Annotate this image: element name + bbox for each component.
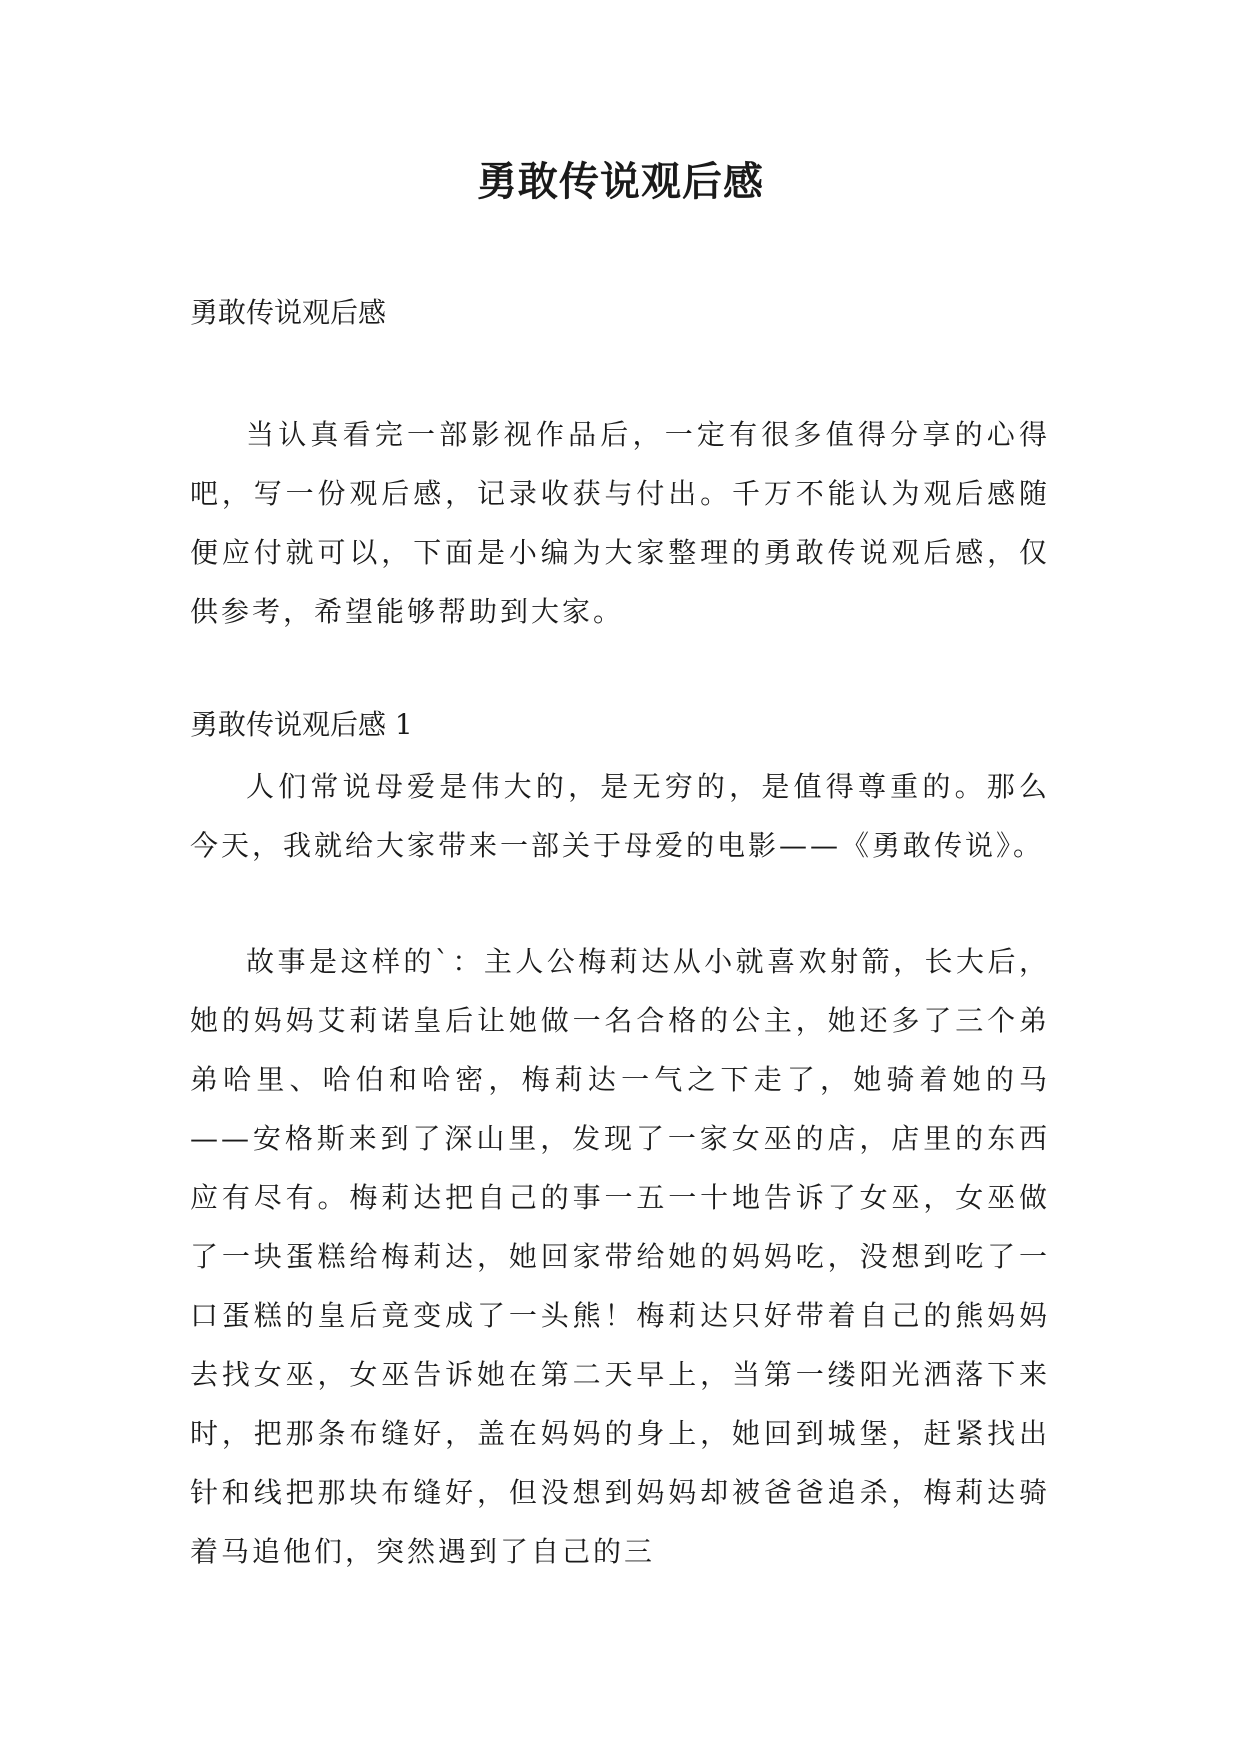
- body-paragraph-2: 故事是这样的`：主人公梅莉达从小就喜欢射箭，长大后，她的妈妈艾莉诺皇后让她做一名合格的公主，她还多了三个弟弟哈里、哈伯和哈密，梅莉达一气之下走了，她骑着她的马——安格斯来到了深山里，发现了一家女巫的店，店里的东西应有尽有。梅莉达把自己的事一五一十地告诉了女巫，女巫做了一块蛋糕给梅莉达，她回家带给她的妈妈吃，没想到吃了一口蛋糕的皇后竟变成了一头熊！梅莉达只好带着自己的熊妈妈去找女巫，女巫告诉她在第二天早上，当第一缕阳光洒落下来时，把那条布缝好，盖在妈妈的身上，她回到城堡，赶紧找出针和线把那块布缝好，但没想到妈妈却被爸爸追杀，梅莉达骑着马追他们，突然遇到了自己的三: [190, 945, 1050, 1568]
- section-heading: 勇敢传说观后感 1: [190, 708, 413, 741]
- body-paragraph-1: 人们常说母爱是伟大的，是无穷的，是值得尊重的。那么今天，我就给大家带来一部关于母爱的电影——《勇敢传说》。: [190, 770, 1050, 862]
- document-subtitle: 勇敢传说观后感: [190, 296, 387, 329]
- intro-paragraph: 当认真看完一部影视作品后，一定有很多值得分享的心得吧，写一份观后感，记录收获与付出。千万不能认为观后感随便应付就可以，下面是小编为大家整理的勇敢传说观后感，仅供参考，希望能够帮助到大家。: [190, 418, 1050, 628]
- document-title: 勇敢传说观后感: [477, 158, 764, 205]
